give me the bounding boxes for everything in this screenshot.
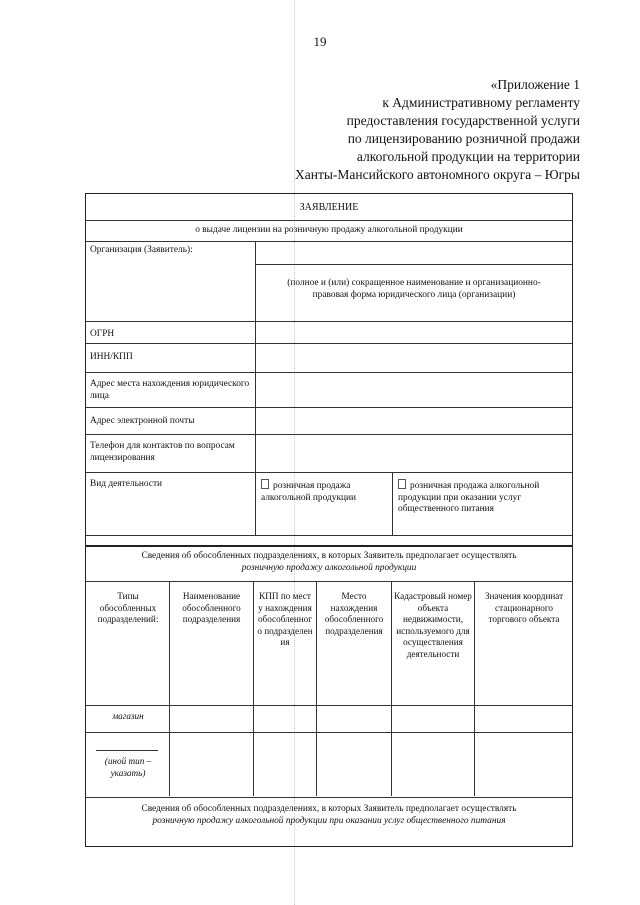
checkbox-icon[interactable] <box>398 479 406 489</box>
table-divider <box>86 732 572 733</box>
form-title-row <box>86 194 572 221</box>
address-field[interactable] <box>256 373 572 407</box>
application-form-table <box>85 193 573 547</box>
ogrn-row <box>86 322 572 344</box>
activity-option-catering[interactable] <box>393 473 572 535</box>
page-number: 19 <box>313 34 327 49</box>
catering-heading-line-italic: розничную продажу алкогольной продукции при оказании услуг общественного питания <box>152 815 506 826</box>
phone-row <box>86 435 572 473</box>
table-divider <box>86 581 572 582</box>
column-divider <box>474 581 475 796</box>
appendix-line: к Административному регламенту <box>382 95 580 110</box>
divisions-heading-line-italic: розничную продажу алкогольной продукции <box>241 562 417 573</box>
phone-field[interactable] <box>256 435 572 472</box>
organization-hint: (полное и (или) сокращенное наименование и организационно-правовая форма юридического лица (организации) <box>287 278 541 300</box>
inn-kpp-field[interactable] <box>256 344 572 372</box>
address-label: Адрес места нахождения юридического лица <box>86 373 256 407</box>
appendix-line: по лицензированию розничной продажи <box>347 131 580 146</box>
appendix-line: предоставления государственной услуги <box>346 113 580 128</box>
form-subtitle: о выдаче лицензии на розничную продажу алкогольной продукции <box>195 225 463 235</box>
column-header-name: Наименование обособленного подразделения <box>182 591 241 624</box>
activity-option-retail[interactable] <box>256 473 393 535</box>
activity-label: Вид деятельности <box>86 473 256 535</box>
address-row <box>86 373 572 408</box>
column-header-kpp: КПП по месту нахождения обособленного подразделения <box>257 591 313 647</box>
appendix-header <box>295 76 580 184</box>
organization-field[interactable] <box>256 242 572 321</box>
catering-heading <box>86 804 572 827</box>
activity-row <box>86 473 572 536</box>
ogrn-field[interactable] <box>256 322 572 343</box>
checkbox-icon[interactable] <box>261 479 269 489</box>
ogrn-label: ОГРН <box>86 322 256 343</box>
column-header-type: Типы обособленных подразделений: <box>97 591 159 624</box>
column-divider <box>253 581 254 796</box>
column-header-coordinates: Значения координат стационарного торгового объекта <box>484 591 564 624</box>
organization-row <box>86 242 572 322</box>
column-divider <box>316 581 317 796</box>
table-divider <box>86 797 572 798</box>
email-row <box>86 408 572 435</box>
row-label-other: (иной тип – указать) <box>104 756 152 778</box>
column-divider <box>391 581 392 796</box>
blank-line <box>96 750 158 751</box>
activity-option-catering-label: розничная продажа алкогольной продукции при оказании услуг общественного питания <box>398 481 540 514</box>
row-label-shop: магазин <box>112 711 144 721</box>
phone-label: Телефон для контактов по вопросам лицензирования <box>86 435 256 472</box>
inn-kpp-label: ИНН/КПП <box>86 344 256 372</box>
organization-label: Организация (Заявитель): <box>86 242 256 321</box>
appendix-line: алкогольной продукции на территории <box>356 149 580 164</box>
divisions-heading <box>86 551 572 574</box>
email-label: Адрес электронной почты <box>86 408 256 434</box>
email-field[interactable] <box>256 408 572 434</box>
table-divider <box>86 705 572 706</box>
inn-kpp-row <box>86 344 572 373</box>
form-title: ЗАЯВЛЕНИЕ <box>299 202 359 213</box>
appendix-line: «Приложение 1 <box>490 77 580 92</box>
catering-heading-line: Сведения об обособленных подразделениях, в которых Заявитель предполагает осуществлять <box>141 804 517 814</box>
appendix-line: Ханты-Мансийского автономного округа – Югры <box>295 167 580 182</box>
column-divider <box>169 581 170 796</box>
divisions-table <box>85 545 573 847</box>
divisions-heading-line: Сведения об обособленных подразделениях, в которых Заявитель предполагает осуществлять <box>141 551 517 561</box>
column-header-cadastral: Кадастровый номер объекта недвижимости, используемого для осуществления деятельности <box>394 591 472 659</box>
activity-option-retail-label: розничная продажа алкогольной продукции <box>261 481 357 503</box>
form-subtitle-row <box>86 221 572 242</box>
column-header-location: Место нахождения обособленного подразделения <box>324 591 384 636</box>
